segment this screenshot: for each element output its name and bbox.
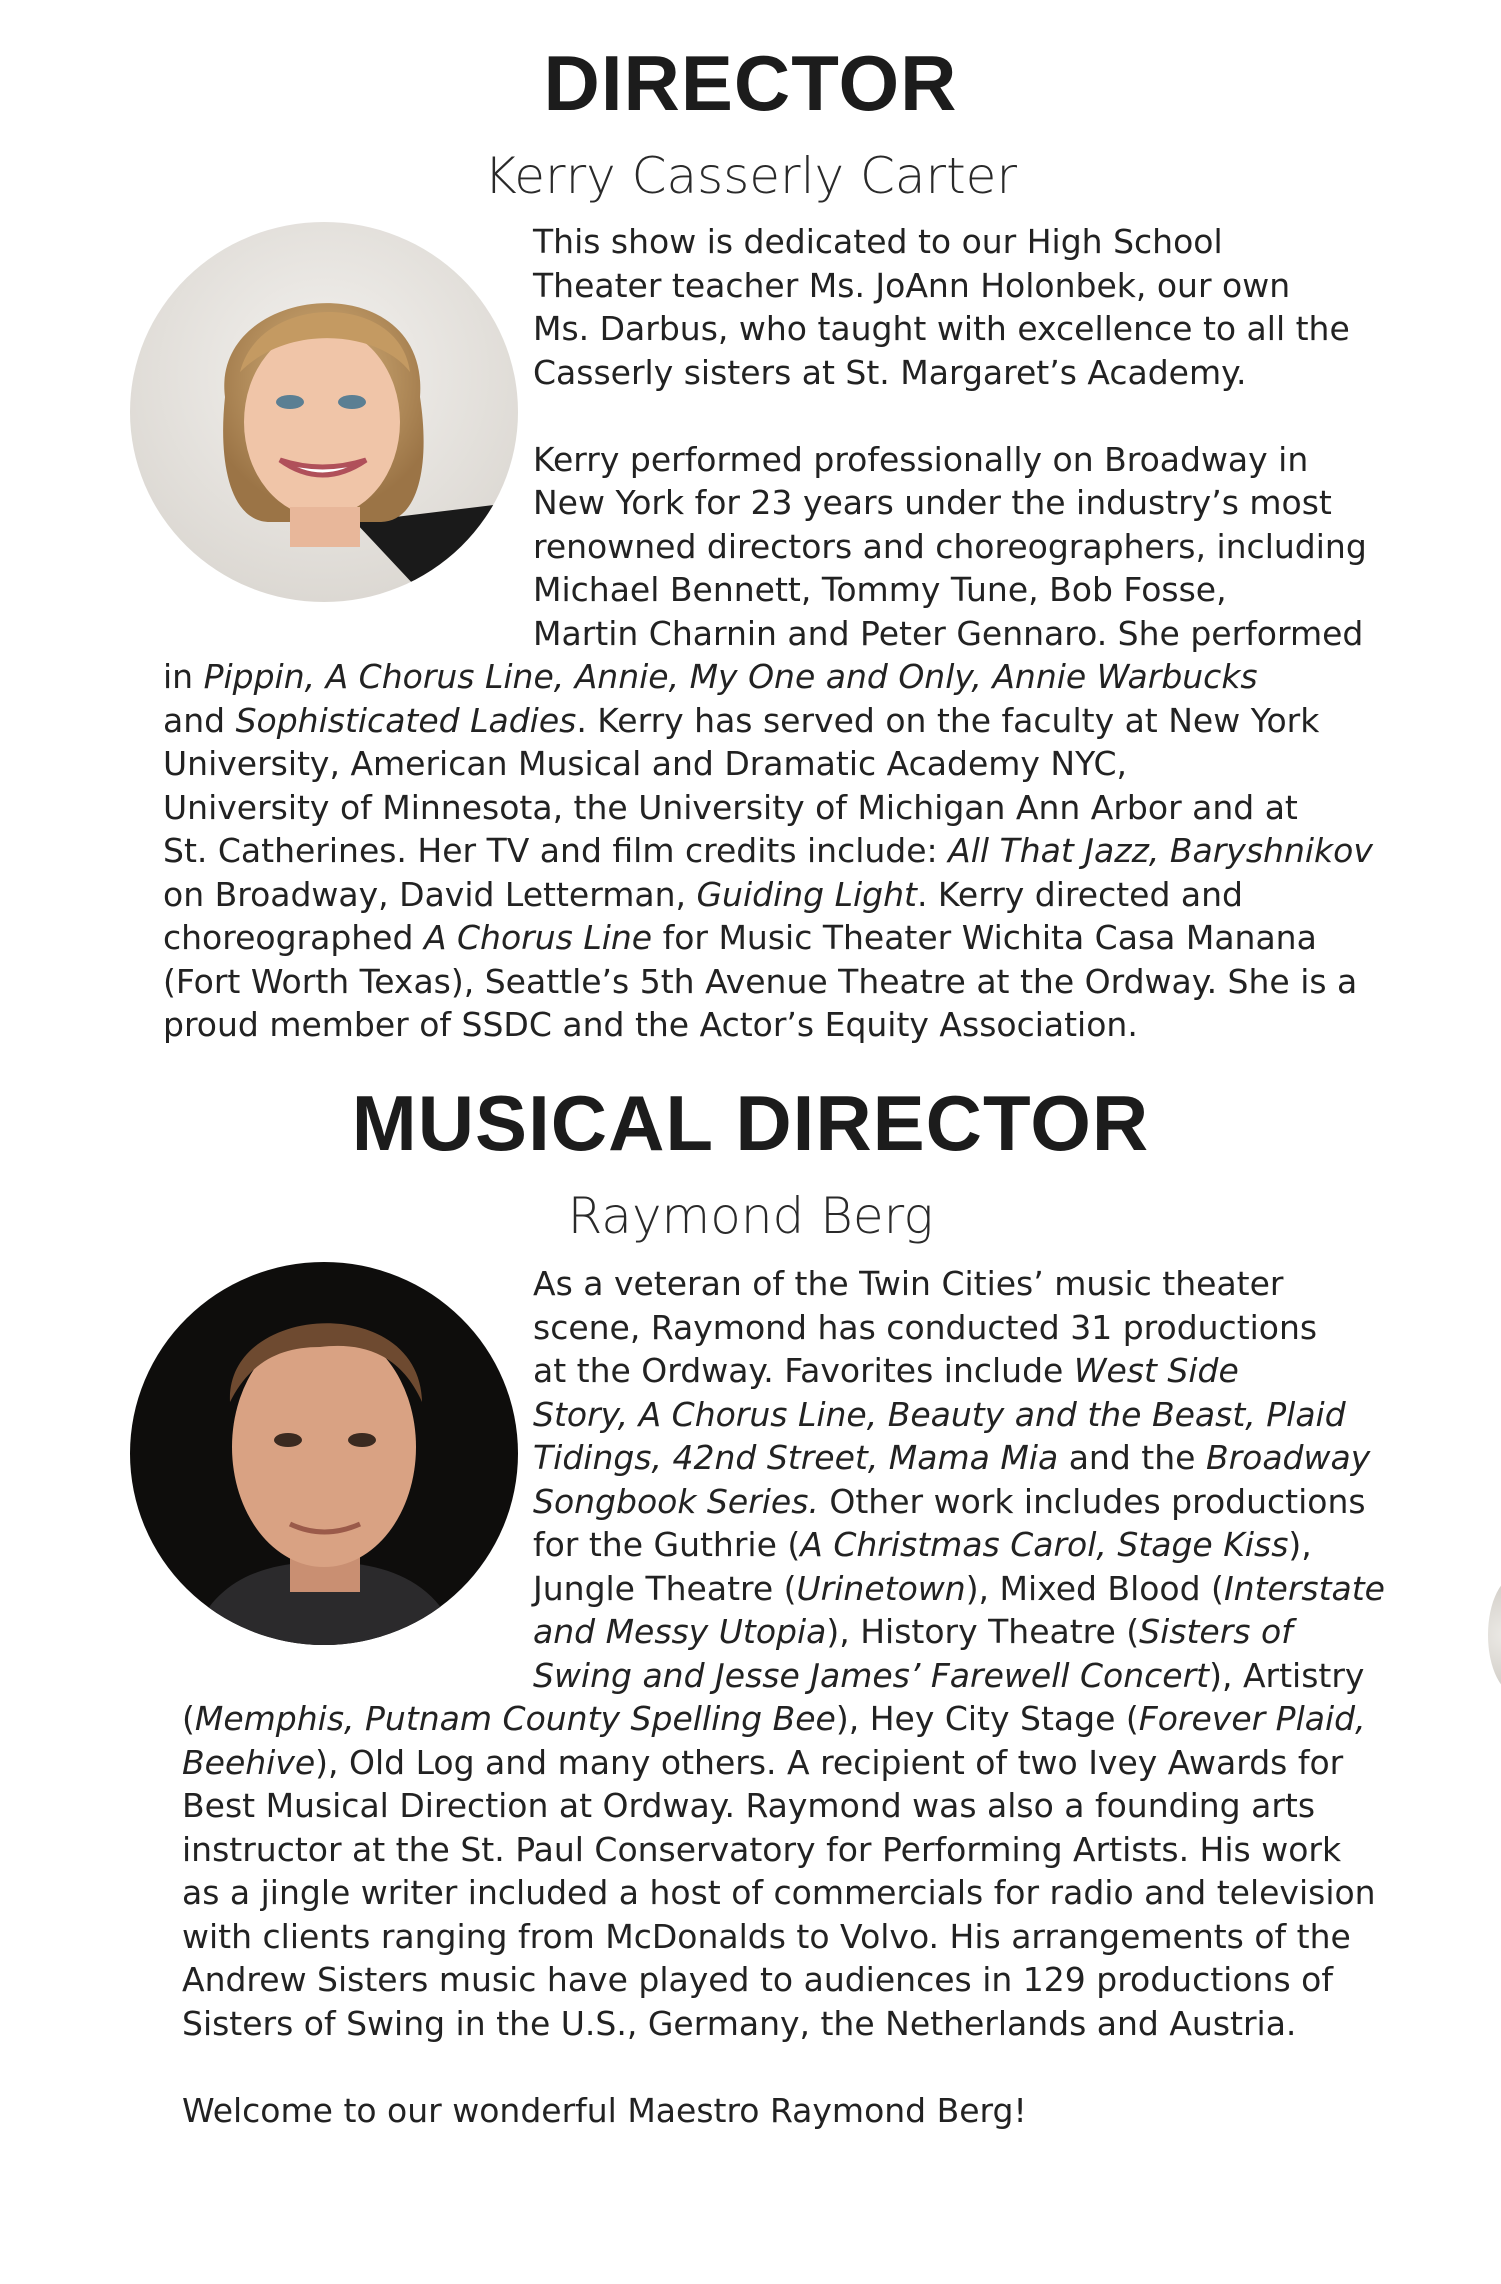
bio-line (0, 1436, 1501, 1480)
bio-text: renowned directors and choreographers, including (533, 526, 1367, 566)
bio-line (0, 264, 1501, 308)
director-bio (0, 220, 1501, 1047)
italic-title: All That Jazz, Baryshnikov (948, 831, 1373, 870)
italic-title: Swing and Jesse James’ Farewell Concert (533, 1655, 1210, 1695)
bio-line (0, 351, 1501, 395)
bio-text: St. Catherines. Her TV and film credits include: (163, 831, 949, 870)
bio-line (0, 1915, 1501, 1959)
bio-text: Other work includes productions (818, 1481, 1366, 1521)
bio-line (0, 1349, 1501, 1393)
bio-text: scene, Raymond has conducted 31 productions (533, 1307, 1318, 1347)
director-name: Kerry Casserly Carter (483, 147, 1018, 205)
bio-line (0, 1741, 1501, 1785)
bio-text: ), (1288, 1525, 1312, 1564)
italic-title: A Christmas Carol, Stage Kiss (800, 1525, 1289, 1564)
bio-line (0, 1958, 1501, 2002)
bio-text: . Kerry directed and (916, 874, 1243, 914)
bio-line (0, 568, 1501, 612)
bio-line (0, 916, 1501, 960)
bio-text: Theater teacher Ms. JoAnn Holonbek, our own (533, 265, 1291, 305)
bio-line (0, 742, 1501, 786)
bio-line (0, 481, 1501, 525)
bio-line (0, 2002, 1501, 2046)
bio-line (0, 220, 1501, 264)
italic-title: and Messy Utopia (533, 1612, 827, 1651)
bio-text: Best Musical Direction at Ordway. Raymond was also a founding arts (182, 1786, 1316, 1825)
bio-text: New York for 23 years under the industry’s most (533, 483, 1332, 522)
bio-text: Ms. Darbus, who taught with excellence to all the (533, 309, 1350, 348)
bio-text: ( (182, 1699, 195, 1738)
bio-text: ), Mixed Blood ( (965, 1568, 1224, 1608)
bio-text: Andrew Sisters music have played to audiences in 129 productions of (182, 1960, 1333, 1999)
italic-title: A Chorus Line (423, 918, 653, 957)
italic-title: Interstate (1223, 1568, 1385, 1608)
italic-title: Sisters of (1139, 1612, 1293, 1651)
bio-text: Jungle Theatre ( (533, 1568, 797, 1608)
musical-director-heading: MUSICAL DIRECTOR (351, 1079, 1150, 1167)
bio-text: Martin Charnin and Peter Gennaro. She performed (533, 613, 1364, 653)
bio-line (0, 1393, 1501, 1437)
italic-title: West Side (1073, 1351, 1239, 1390)
bio-line (0, 2045, 1501, 2089)
italic-title: Guiding Light (696, 874, 917, 914)
italic-title: Story, A Chorus Line, Beauty and the Beast, Plaid (533, 1394, 1346, 1434)
bio-line (0, 873, 1501, 917)
bio-line (0, 438, 1501, 482)
italic-title: Urinetown (796, 1568, 966, 1608)
bio-text: This show is dedicated to our High School (533, 222, 1223, 261)
bio-text: on Broadway, David Letterman, (163, 874, 697, 914)
italic-title: Broadway (1205, 1438, 1371, 1477)
bio-line (0, 612, 1501, 656)
bio-line (0, 307, 1501, 351)
bio-line (0, 829, 1501, 873)
bio-text: for the Guthrie ( (533, 1525, 801, 1564)
bio-line (0, 1697, 1501, 1741)
bio-line (0, 1828, 1501, 1872)
italic-title: Sophisticated Ladies (235, 700, 577, 740)
bio-text: in (163, 657, 204, 696)
bio-line (0, 1654, 1501, 1698)
bio-text: ), Old Log and many others. A recipient of two Ivey Awards for (315, 1742, 1344, 1782)
bio-text: instructor at the St. Paul Conservatory for Performing Artists. His work (182, 1829, 1342, 1869)
bio-text: As a veteran of the Twin Cities’ music theater (533, 1264, 1284, 1303)
bio-text: and (163, 700, 236, 740)
bio-line (0, 1262, 1501, 1306)
bio-line (0, 960, 1501, 1004)
musical-director-name: Raymond Berg (567, 1187, 934, 1245)
bio-line (0, 394, 1501, 438)
bio-text: choreographed (163, 918, 424, 957)
bio-text: Kerry performed professionally on Broadway in (533, 439, 1309, 479)
bio-line (0, 699, 1501, 743)
bio-line (0, 786, 1501, 830)
bio-line (0, 1003, 1501, 1047)
italic-title: Songbook Series. (533, 1481, 819, 1521)
bio-text: as a jingle writer included a host of commercials for radio and television (182, 1873, 1376, 1912)
bio-line (0, 1480, 1501, 1524)
bio-text: ), Artistry (1209, 1655, 1365, 1695)
italic-title: Memphis, Putnam County Spelling Bee (194, 1699, 836, 1738)
bio-text: Casserly sisters at St. Margaret’s Academy. (533, 352, 1247, 392)
bio-line (0, 1610, 1501, 1654)
bio-line (0, 2089, 1501, 2133)
italic-title: Tidings, 42nd Street, Mama Mia (533, 1438, 1059, 1477)
italic-title: Forever Plaid, (1138, 1699, 1366, 1738)
musical-director-bio (0, 1262, 1501, 2132)
bio-line (0, 1871, 1501, 1915)
bio-text: . Kerry has served on the faculty at New York (576, 700, 1320, 740)
bio-text: at the Ordway. Favorites include (533, 1351, 1074, 1390)
bio-text: with clients ranging from McDonalds to Volvo. His arrangements of the (182, 1916, 1351, 1956)
bio-text: proud member of SSDC and the Actor’s Equity Association. (163, 1005, 1138, 1044)
bio-text: (Fort Worth Texas), Seattle’s 5th Avenue Theatre at the Ordway. She is a (163, 961, 1358, 1001)
bio-text: ), Hey City Stage ( (835, 1699, 1139, 1738)
bio-text: for Music Theater Wichita Casa Manana (652, 918, 1317, 957)
italic-title: Beehive (182, 1742, 316, 1782)
director-heading: DIRECTOR (543, 39, 958, 127)
bio-line (0, 1306, 1501, 1350)
italic-title: Pippin, A Chorus Line, Annie, My One and Only, Annie Warbucks (203, 657, 1258, 696)
bio-text: University, American Musical and Dramatic Academy NYC, (163, 744, 1127, 783)
bio-text: Welcome to our wonderful Maestro Raymond Berg! (182, 2090, 1027, 2130)
bio-text: ), History Theatre ( (826, 1612, 1140, 1651)
bio-line (0, 525, 1501, 569)
bio-line (0, 1784, 1501, 1828)
bio-text: and the (1058, 1438, 1206, 1477)
bio-text: University of Minnesota, the University of Michigan Ann Arbor and at (163, 787, 1298, 827)
bio-line (0, 1567, 1501, 1611)
bio-text: Michael Bennett, Tommy Tune, Bob Fosse, (533, 570, 1227, 609)
bio-line (0, 655, 1501, 699)
bio-text: Sisters of Swing in the U.S., Germany, the Netherlands and Austria. (182, 2003, 1297, 2043)
bio-line (0, 1523, 1501, 1567)
